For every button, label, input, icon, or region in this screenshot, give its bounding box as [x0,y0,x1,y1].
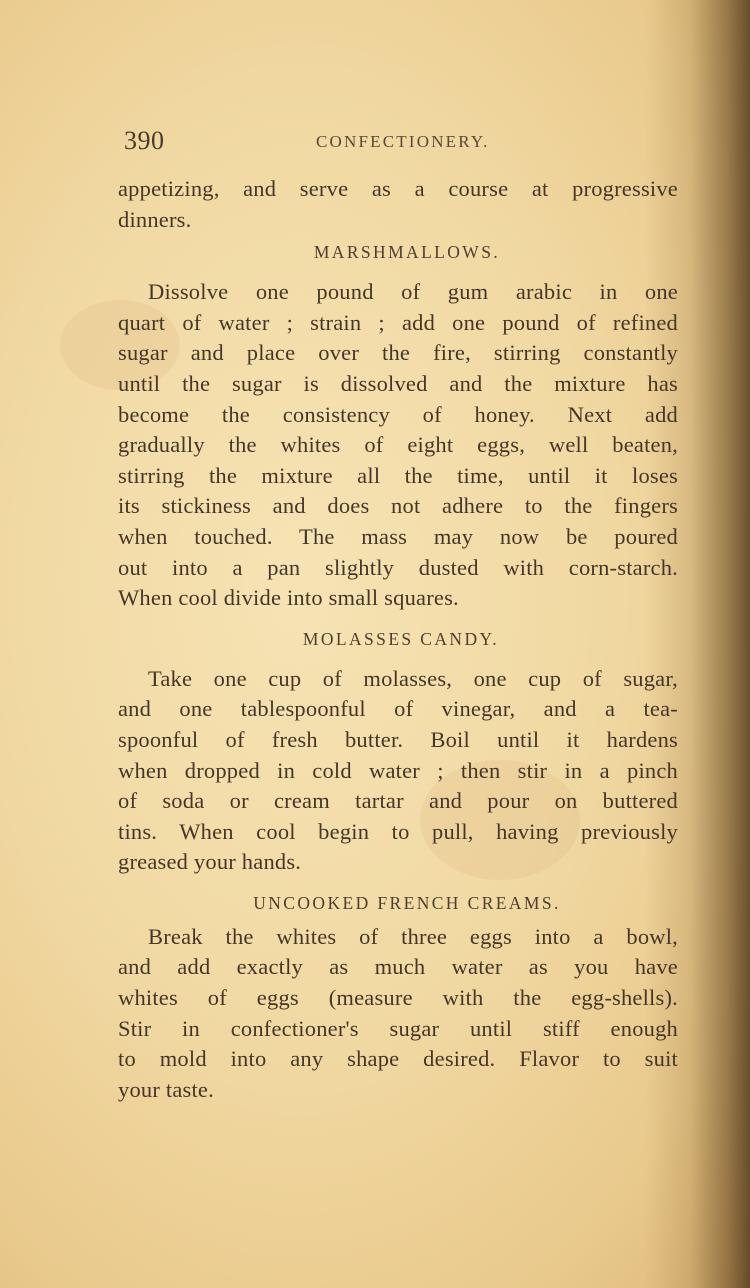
text-line: Break the whites of three eggs into a bowl, [148,923,678,949]
text-line: greased your hands. [118,849,302,875]
text-line: When cool divide into small squares. [118,585,459,611]
text-line: dinners. [118,206,192,232]
running-title: CONFECTIONERY. [316,132,490,151]
text-line: and one tablespoonful of vinegar, and a tea- [118,696,678,722]
page-number: 390 [124,126,165,155]
text-line: Dissolve one pound of gum arabic in one [148,279,678,305]
recipe-molasses-candy [118,624,678,878]
text-line: when touched. The mass may now be poured [118,523,678,549]
text-line: spoonful of fresh butter. Boil until it hardens [118,726,678,752]
text-line: your taste. [118,1076,214,1102]
text-line: of soda or cream tartar and pour on buttered [118,788,678,814]
text-line: tins. When cool begin to pull, having previously [118,818,678,844]
recipe-marshmallows [118,237,678,614]
text-line: become the consistency of honey. Next add [118,401,678,427]
text-line: to mold into any shape desired. Flavor to suit [118,1046,678,1072]
text-line: appetizing, and serve as a course at progressive [118,176,678,201]
text-line: Take one cup of molasses, one cup of sugar, [148,665,678,691]
recipe-heading: UNCOOKED FRENCH CREAMS. [253,892,561,913]
running-head [124,122,684,156]
body-text [118,174,678,1105]
text-line: out into a pan slightly dusted with corn-starch. [118,554,678,580]
text-line: until the sugar is dissolved and the mixture has [118,370,678,396]
recipe-heading: MOLASSES CANDY. [302,628,500,649]
text-line: gradually the whites of eight eggs, well beaten, [118,432,678,458]
text-line: its stickiness and does not adhere to the fingers [118,493,678,519]
text-line: sugar and place over the fire, stirring constantly [118,340,678,366]
text-line: quart of water ; strain ; add one pound of refined [118,309,678,335]
text-line: Stir in confectioner's sugar until stiff enough [118,1015,678,1041]
text-line: stirring the mixture all the time, until it loses [118,462,678,488]
recipe-heading: MARSHMALLOWS. [313,242,501,263]
text-line: whites of eggs (measure with the egg-shells). [118,985,678,1011]
intro-paragraph [118,174,678,235]
text-line: and add exactly as much water as you have [118,954,678,980]
text-line: when dropped in cold water ; then stir in a pinch [118,757,678,783]
recipe-uncooked-french-creams [118,888,678,1106]
